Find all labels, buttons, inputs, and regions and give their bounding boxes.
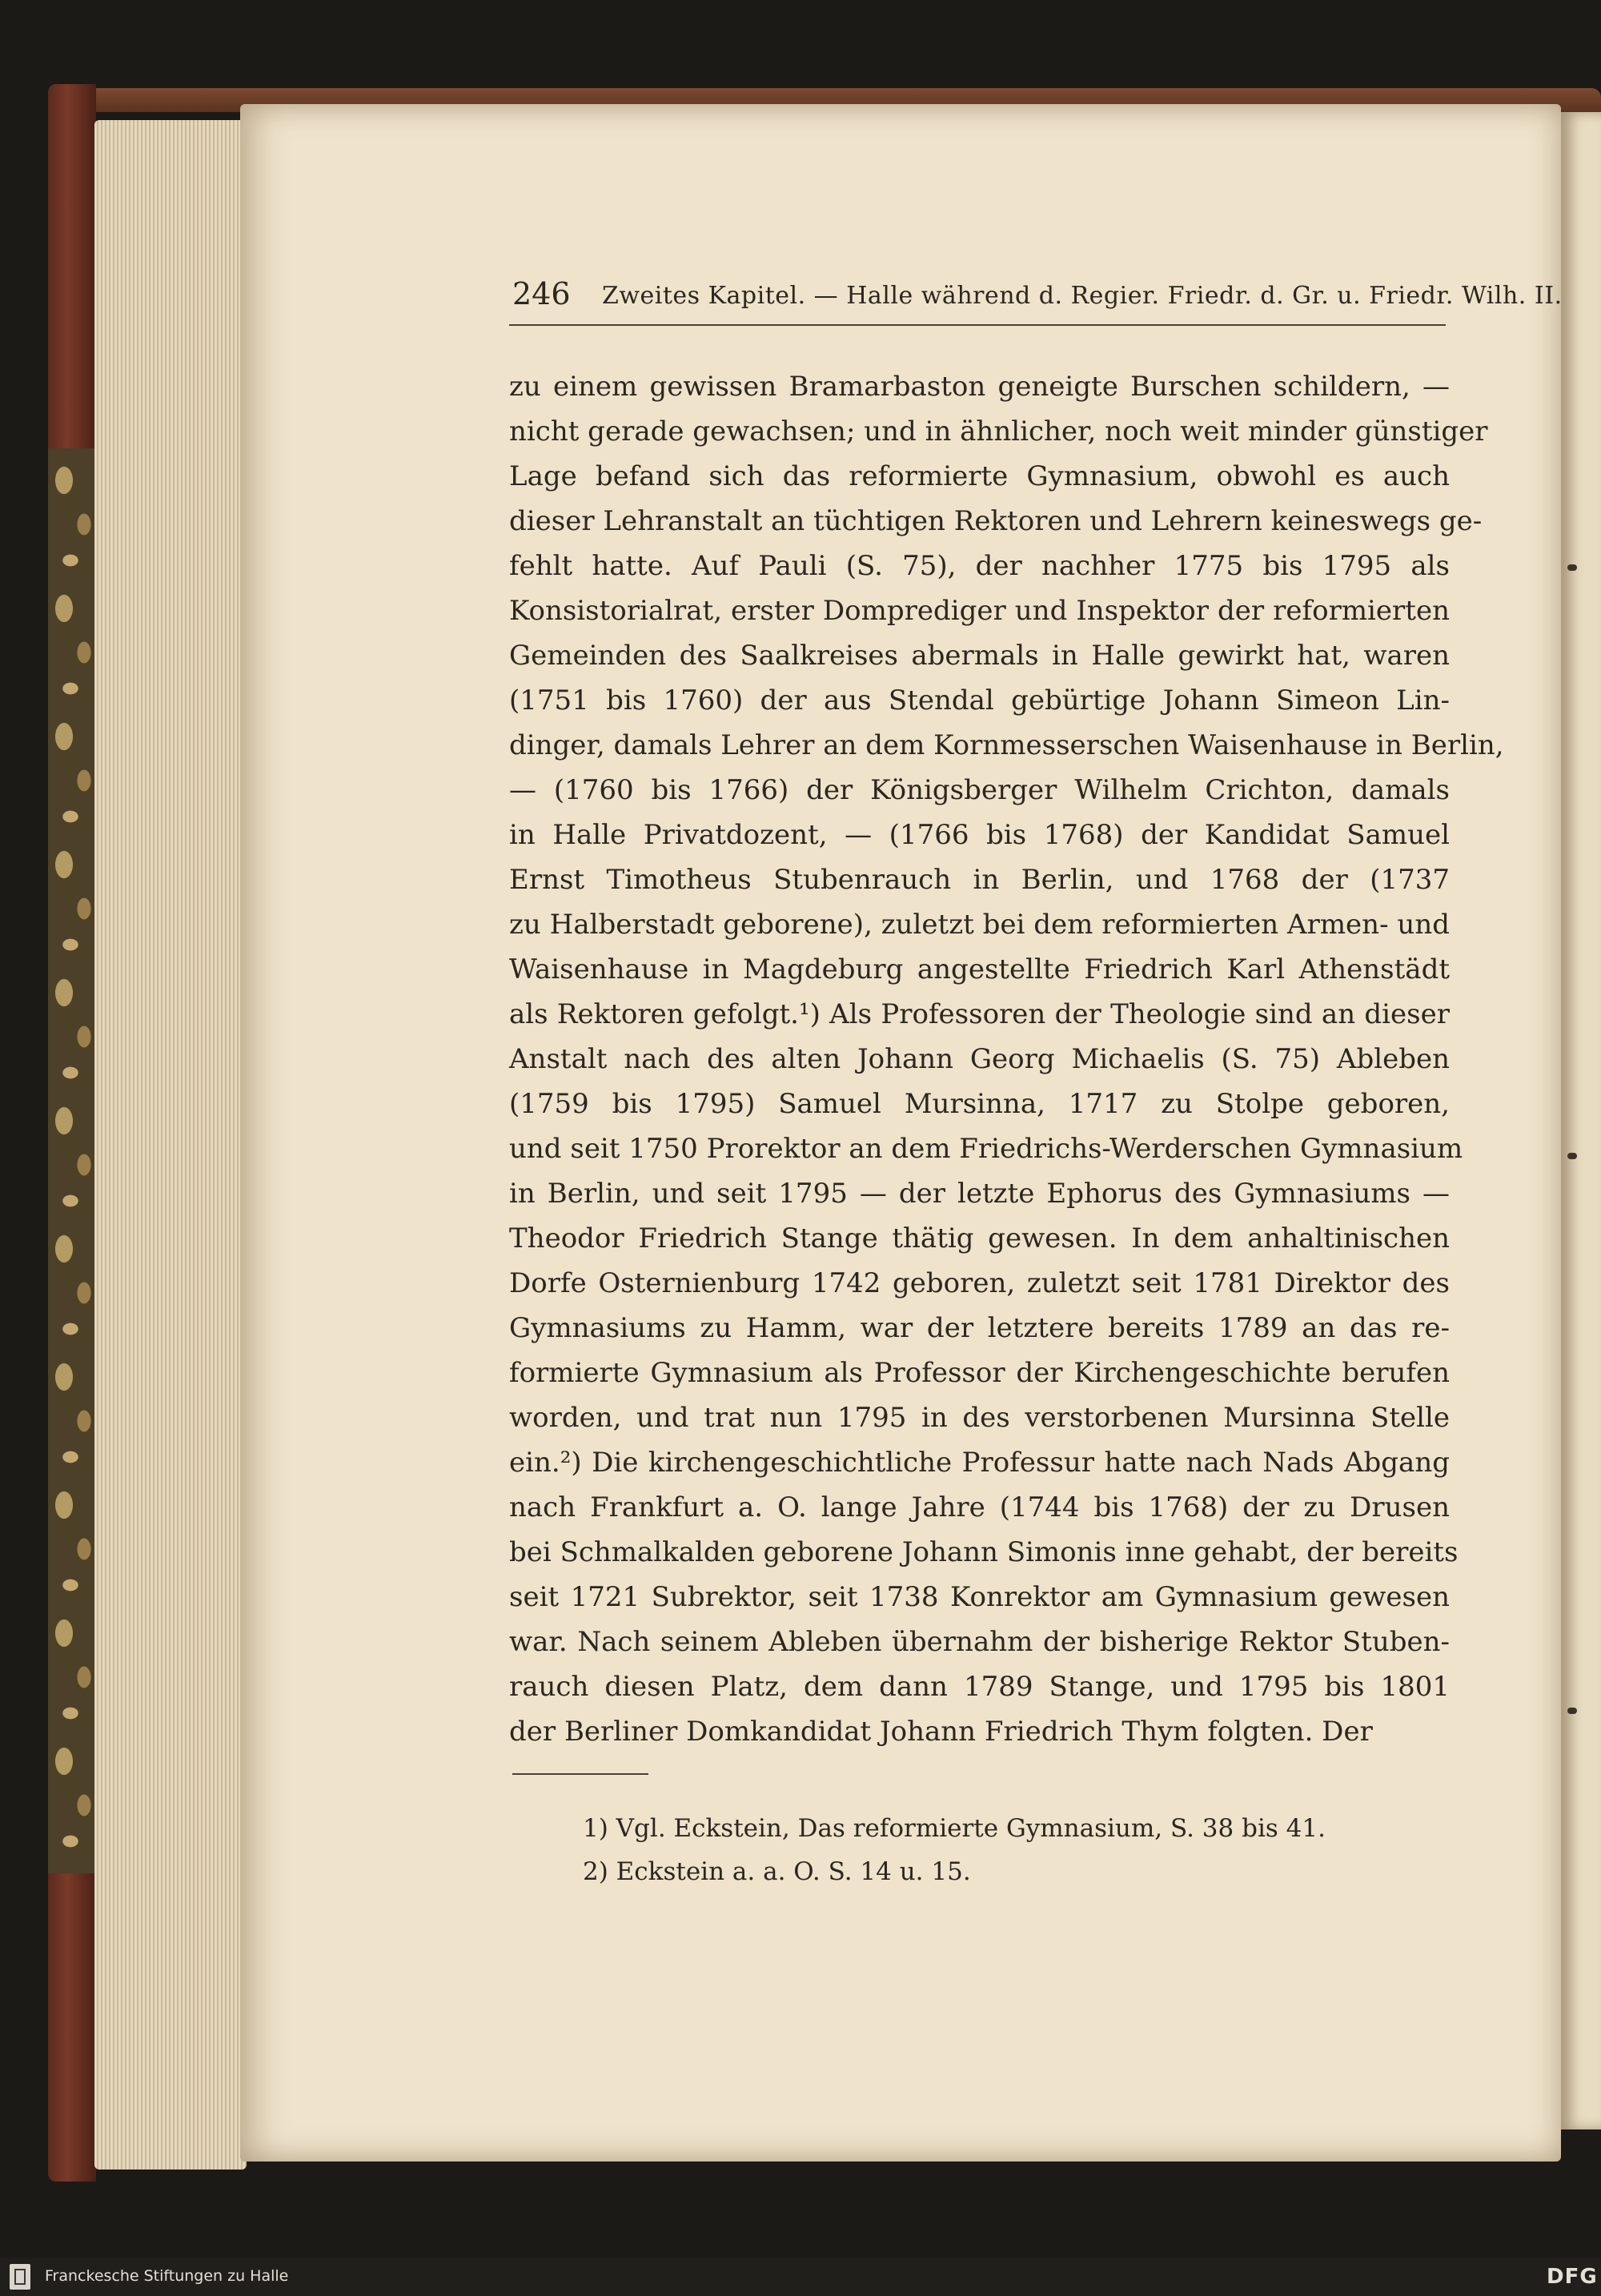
text-line: fehlt hatte. Auf Pauli (S. 75), der nachher 1775 bis 1795 als [509,550,1450,582]
text-line: war. Nach seinem Ableben übernahm der bisherige Rektor Stuben- [509,1626,1450,1658]
text-line: worden, und trat nun 1795 in des verstorbenen Mursinna Stelle [509,1402,1450,1434]
header-rule [509,324,1446,326]
text-line: nach Frankfurt a. O. lange Jahre (1744 bis 1768) der zu Drusen [509,1491,1450,1523]
text-line: formierte Gymnasium als Professor der Kirchengeschichte berufen [509,1357,1450,1389]
text-line: Theodor Friedrich Stange thätig gewesen. In dem anhaltinischen [509,1222,1450,1254]
margin-mark [1567,1708,1577,1714]
institution-name: Franckesche Stiftungen zu Halle [45,2267,289,2285]
text-line: zu Halberstadt geborene), zuletzt bei dem reformierten Armen- und [509,909,1450,941]
running-head: Zweites Kapitel. — Halle während d. Regier. Friedr. d. Gr. u. Friedr. Wilh. II. [602,282,1563,310]
text-line: Dorfe Osternienburg 1742 geboren, zuletzt seit 1781 Direktor des [509,1267,1450,1299]
text-line: Waisenhause in Magdeburg angestellte Friedrich Karl Athenstädt [509,953,1450,985]
text-line: — (1760 bis 1766) der Königsberger Wilhelm Crichton, damals [509,774,1450,806]
page-number: 246 [512,276,571,311]
text-line: bei Schmalkalden geborene Johann Simonis inne gehabt, der bereits [509,1536,1459,1568]
text-line: Gymnasiums zu Hamm, war der letztere bereits 1789 an das re- [509,1312,1450,1344]
text-line: in Halle Privatdozent, — (1766 bis 1768) der Kandidat Samuel [509,819,1450,851]
text-line: rauch diesen Platz, dem dann 1789 Stange, und 1795 bis 1801 [509,1671,1450,1703]
facing-page-edge [1561,112,1601,2129]
text-line: Ernst Timotheus Stubenrauch in Berlin, und 1768 der (1737 [509,864,1450,896]
margin-mark [1567,1153,1577,1159]
text-line: zu einem gewissen Bramarbaston geneigte Burschen schildern, — [509,371,1450,403]
text-line: (1751 bis 1760) der aus Stendal gebürtige Johann Simeon Lin- [509,684,1450,716]
text-line: Anstalt nach des alten Johann Georg Michaelis (S. 75) Ableben [509,1043,1450,1075]
marbled-endpaper [48,448,100,1873]
text-line: ein.²) Die kirchengeschichtliche Professur hatte nach Nads Abgang [509,1447,1450,1479]
text-line: der Berliner Domkandidat Johann Friedrich Thym folgten. Der [509,1716,1373,1748]
franckesche-stiftungen-logo-icon [10,2264,30,2290]
text-line: (1759 bis 1795) Samuel Mursinna, 1717 zu Stolpe geboren, [509,1088,1450,1120]
dfg-logo: DFG [1547,2265,1598,2289]
text-line: in Berlin, und seit 1795 — der letzte Ephorus des Gymnasiums — [509,1178,1450,1210]
page-edges [94,120,247,2170]
text-line: als Rektoren gefolgt.¹) Als Professoren der Theologie sind an dieser [509,998,1450,1030]
body-text [509,364,1504,1754]
text-line: nicht gerade gewachsen; und in ähnlicher, noch weit minder günstiger [509,415,1488,448]
text-line: Lage befand sich das reformierte Gymnasium, obwohl es auch [509,460,1450,492]
footnote: 1) Vgl. Eckstein, Das reformierte Gymnasium, S. 38 bis 41. [583,1814,1326,1843]
text-line: dieser Lehranstalt an tüchtigen Rektoren und Lehrern keineswegs ge- [509,505,1483,537]
margin-mark [1567,564,1577,571]
text-line: seit 1721 Subrektor, seit 1738 Konrektor am Gymnasium gewesen [509,1581,1450,1613]
text-line: dinger, damals Lehrer an dem Kornmesserschen Waisenhause in Berlin, [509,729,1504,761]
footnote: 2) Eckstein a. a. O. S. 14 u. 15. [583,1857,971,1886]
text-line: Konsistorialrat, erster Domprediger und Inspektor der reformierten [509,595,1450,627]
text-line: und seit 1750 Prorektor an dem Friedrichs-Werderschen Gymnasium [509,1133,1463,1165]
footnotes [583,1807,1326,1893]
footnote-rule [512,1773,648,1775]
text-line: Gemeinden des Saalkreises abermals in Halle gewirkt hat, waren [509,640,1450,672]
